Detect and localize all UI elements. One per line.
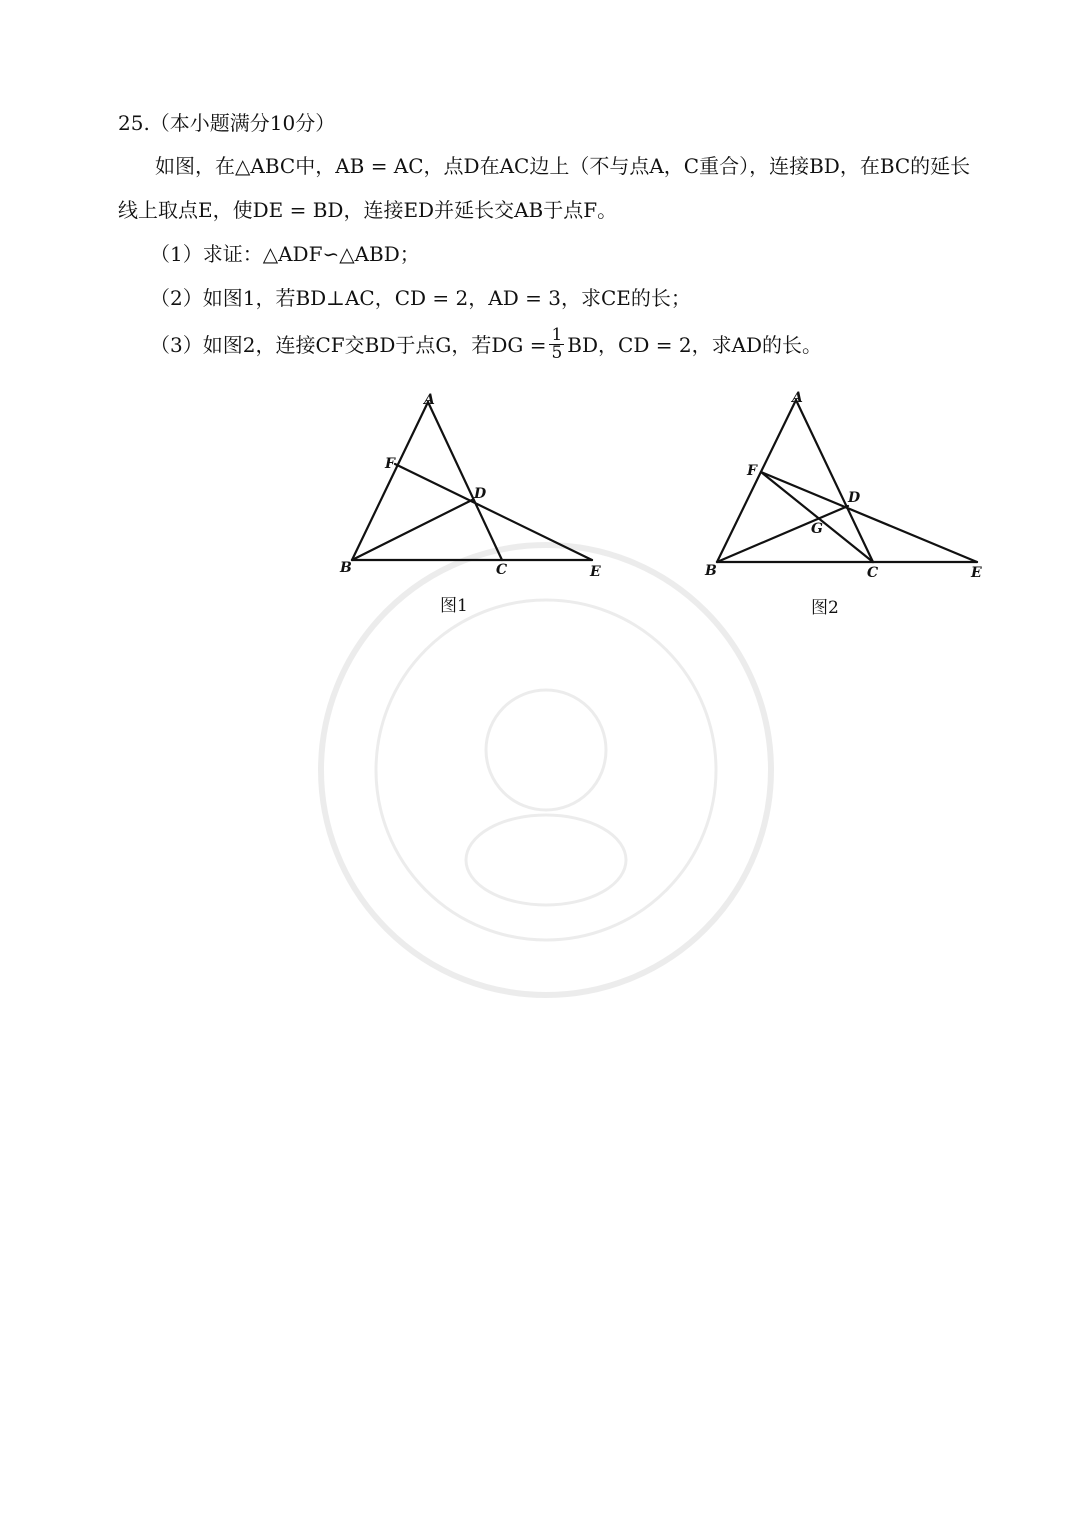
watermark-seal [316,540,776,1000]
subquestion-2: （2）如图1，若BD⊥AC，CD = 2，AD = 3，求CE的长； [150,286,691,310]
fig2-label-D: D [848,490,861,506]
fig1-label-F: F [385,456,395,472]
fig1-label-D: D [474,486,487,502]
question-stem-line1: 如图，在△ABC中，AB = AC，点D在AC边上（不与点A，C重合），连接BD，在BC的延长 [155,154,971,178]
fraction-numerator: 1 [551,325,563,345]
figure-1 [330,388,620,588]
subquestion-3-text-before: （3）如图2，连接CF交BD于点G，若DG = [150,332,547,357]
subquestion-3 [150,327,822,362]
subquestion-1: （1）求证：△ADF∽△ABD； [150,242,420,266]
fraction-one-fifth [549,327,564,362]
figure-2 [695,386,995,586]
question-header: 25.（本小题满分10分） [118,111,336,135]
fig2-label-E: E [971,565,982,581]
fig1-label-E: E [590,564,601,580]
question-stem-line2: 线上取点E，使DE = BD，连接ED并延长交AB于点F。 [118,198,618,222]
fig2-label-G: G [811,521,823,537]
figure-1-caption: 图1 [440,596,468,616]
fig1-label-B: B [340,560,352,576]
fig2-label-F: F [747,463,757,479]
fig1-label-A: A [424,392,435,408]
figure-2-caption: 图2 [811,598,839,618]
fig2-label-C: C [867,565,879,581]
fig2-label-A: A [792,390,803,406]
fig2-label-B: B [705,563,717,579]
fig1-label-C: C [496,562,508,578]
fraction-denominator: 5 [551,343,563,363]
subquestion-3-text-after: BD，CD = 2，求AD的长。 [567,332,823,357]
